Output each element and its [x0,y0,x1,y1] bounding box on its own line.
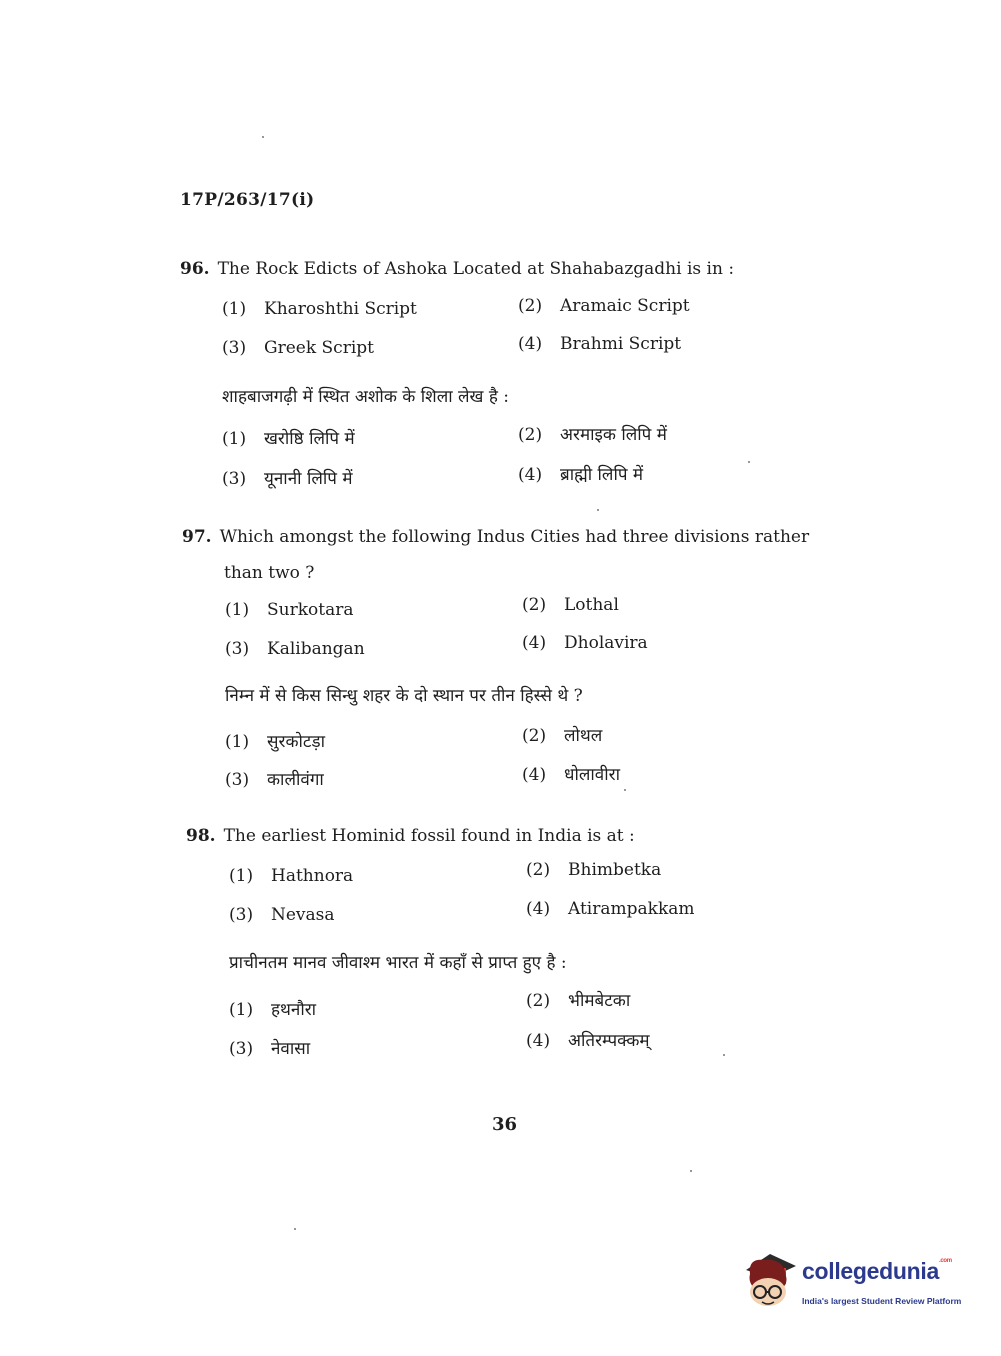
option-hi-3: (3) नेवासा [229,1039,311,1059]
option-en-2: (2) Aramaic Script [518,296,690,316]
option-en-3: (3) Nevasa [229,905,335,925]
option-en-1: (1) Surkotara [225,600,354,620]
question-text-hi: शाहबाजगढ़ी में स्थित अशोक के शिला लेख है : [222,387,510,407]
option-en-4: (4) Dholavira [522,633,648,653]
brand-tagline: India's largest Student Review Platform [802,1296,962,1306]
option-hi-1: (1) खरोष्ठि लिपि में [222,429,355,449]
option-en-3: (3) Kalibangan [225,639,365,659]
paper-code: 17P/263/17(i) [180,190,315,210]
question-text-en: The earliest Hominid fossil found in India is at : [223,826,635,846]
question-text-hi: प्राचीनतम मानव जीवाश्म भारत में कहाँ से प्राप्त हुए है : [229,953,567,973]
option-hi-4: (4) धोलावीरा [522,765,620,785]
mascot-icon [740,1248,800,1312]
question-97 [182,527,809,547]
option-en-4: (4) Brahmi Script [518,334,682,354]
option-hi-2: (2) अरमाइक लिपि में [518,425,667,445]
option-hi-4: (4) अतिरम्पक्कम् [526,1031,650,1051]
option-hi-3: (3) कालीवंगा [225,770,324,790]
question-text-en: The Rock Edicts of Ashoka Located at Shahabazgadhi is in : [217,259,735,279]
question-96 [180,259,734,279]
option-hi-1: (1) सुरकोटड़ा [225,732,325,752]
option-en-2: (2) Lothal [522,595,619,615]
scan-speck [294,1228,296,1230]
question-text-en-line2: than two ? [224,563,315,583]
option-en-4: (4) Atirampakkam [526,899,695,919]
question-number: 96. [180,259,210,279]
page-number: 36 [492,1114,518,1135]
scan-speck [723,1054,725,1056]
question-number: 98. [186,826,216,846]
question-text-en: Which amongst the following Indus Cities had three divisions rather [219,527,810,547]
option-en-1: (1) Hathnora [229,866,354,886]
scan-speck [748,461,750,463]
option-hi-2: (2) भीमबेटका [526,991,631,1011]
scan-speck [690,1170,692,1172]
question-text-hi: निम्न में से किस सिन्धु शहर के दो स्थान पर तीन हिस्से थे ? [225,686,583,706]
brand-name: collegedunia$^{.com}$ [802,1258,952,1284]
scan-speck [262,136,264,138]
collegedunia-watermark [740,1248,980,1318]
question-98 [186,826,635,846]
question-number: 97. [182,527,212,547]
scan-speck [597,509,599,511]
option-hi-3: (3) यूनानी लिपि में [222,469,353,489]
option-hi-1: (1) हथनौरा [229,1000,317,1020]
option-en-1: (1) Kharoshthi Script [222,299,417,319]
scan-speck [624,789,626,791]
option-en-3: (3) Greek Script [222,338,374,358]
option-hi-4: (4) ब्राह्मी लिपि में [518,465,644,485]
option-hi-2: (2) लोथल [522,726,603,746]
option-en-2: (2) Bhimbetka [526,860,662,880]
